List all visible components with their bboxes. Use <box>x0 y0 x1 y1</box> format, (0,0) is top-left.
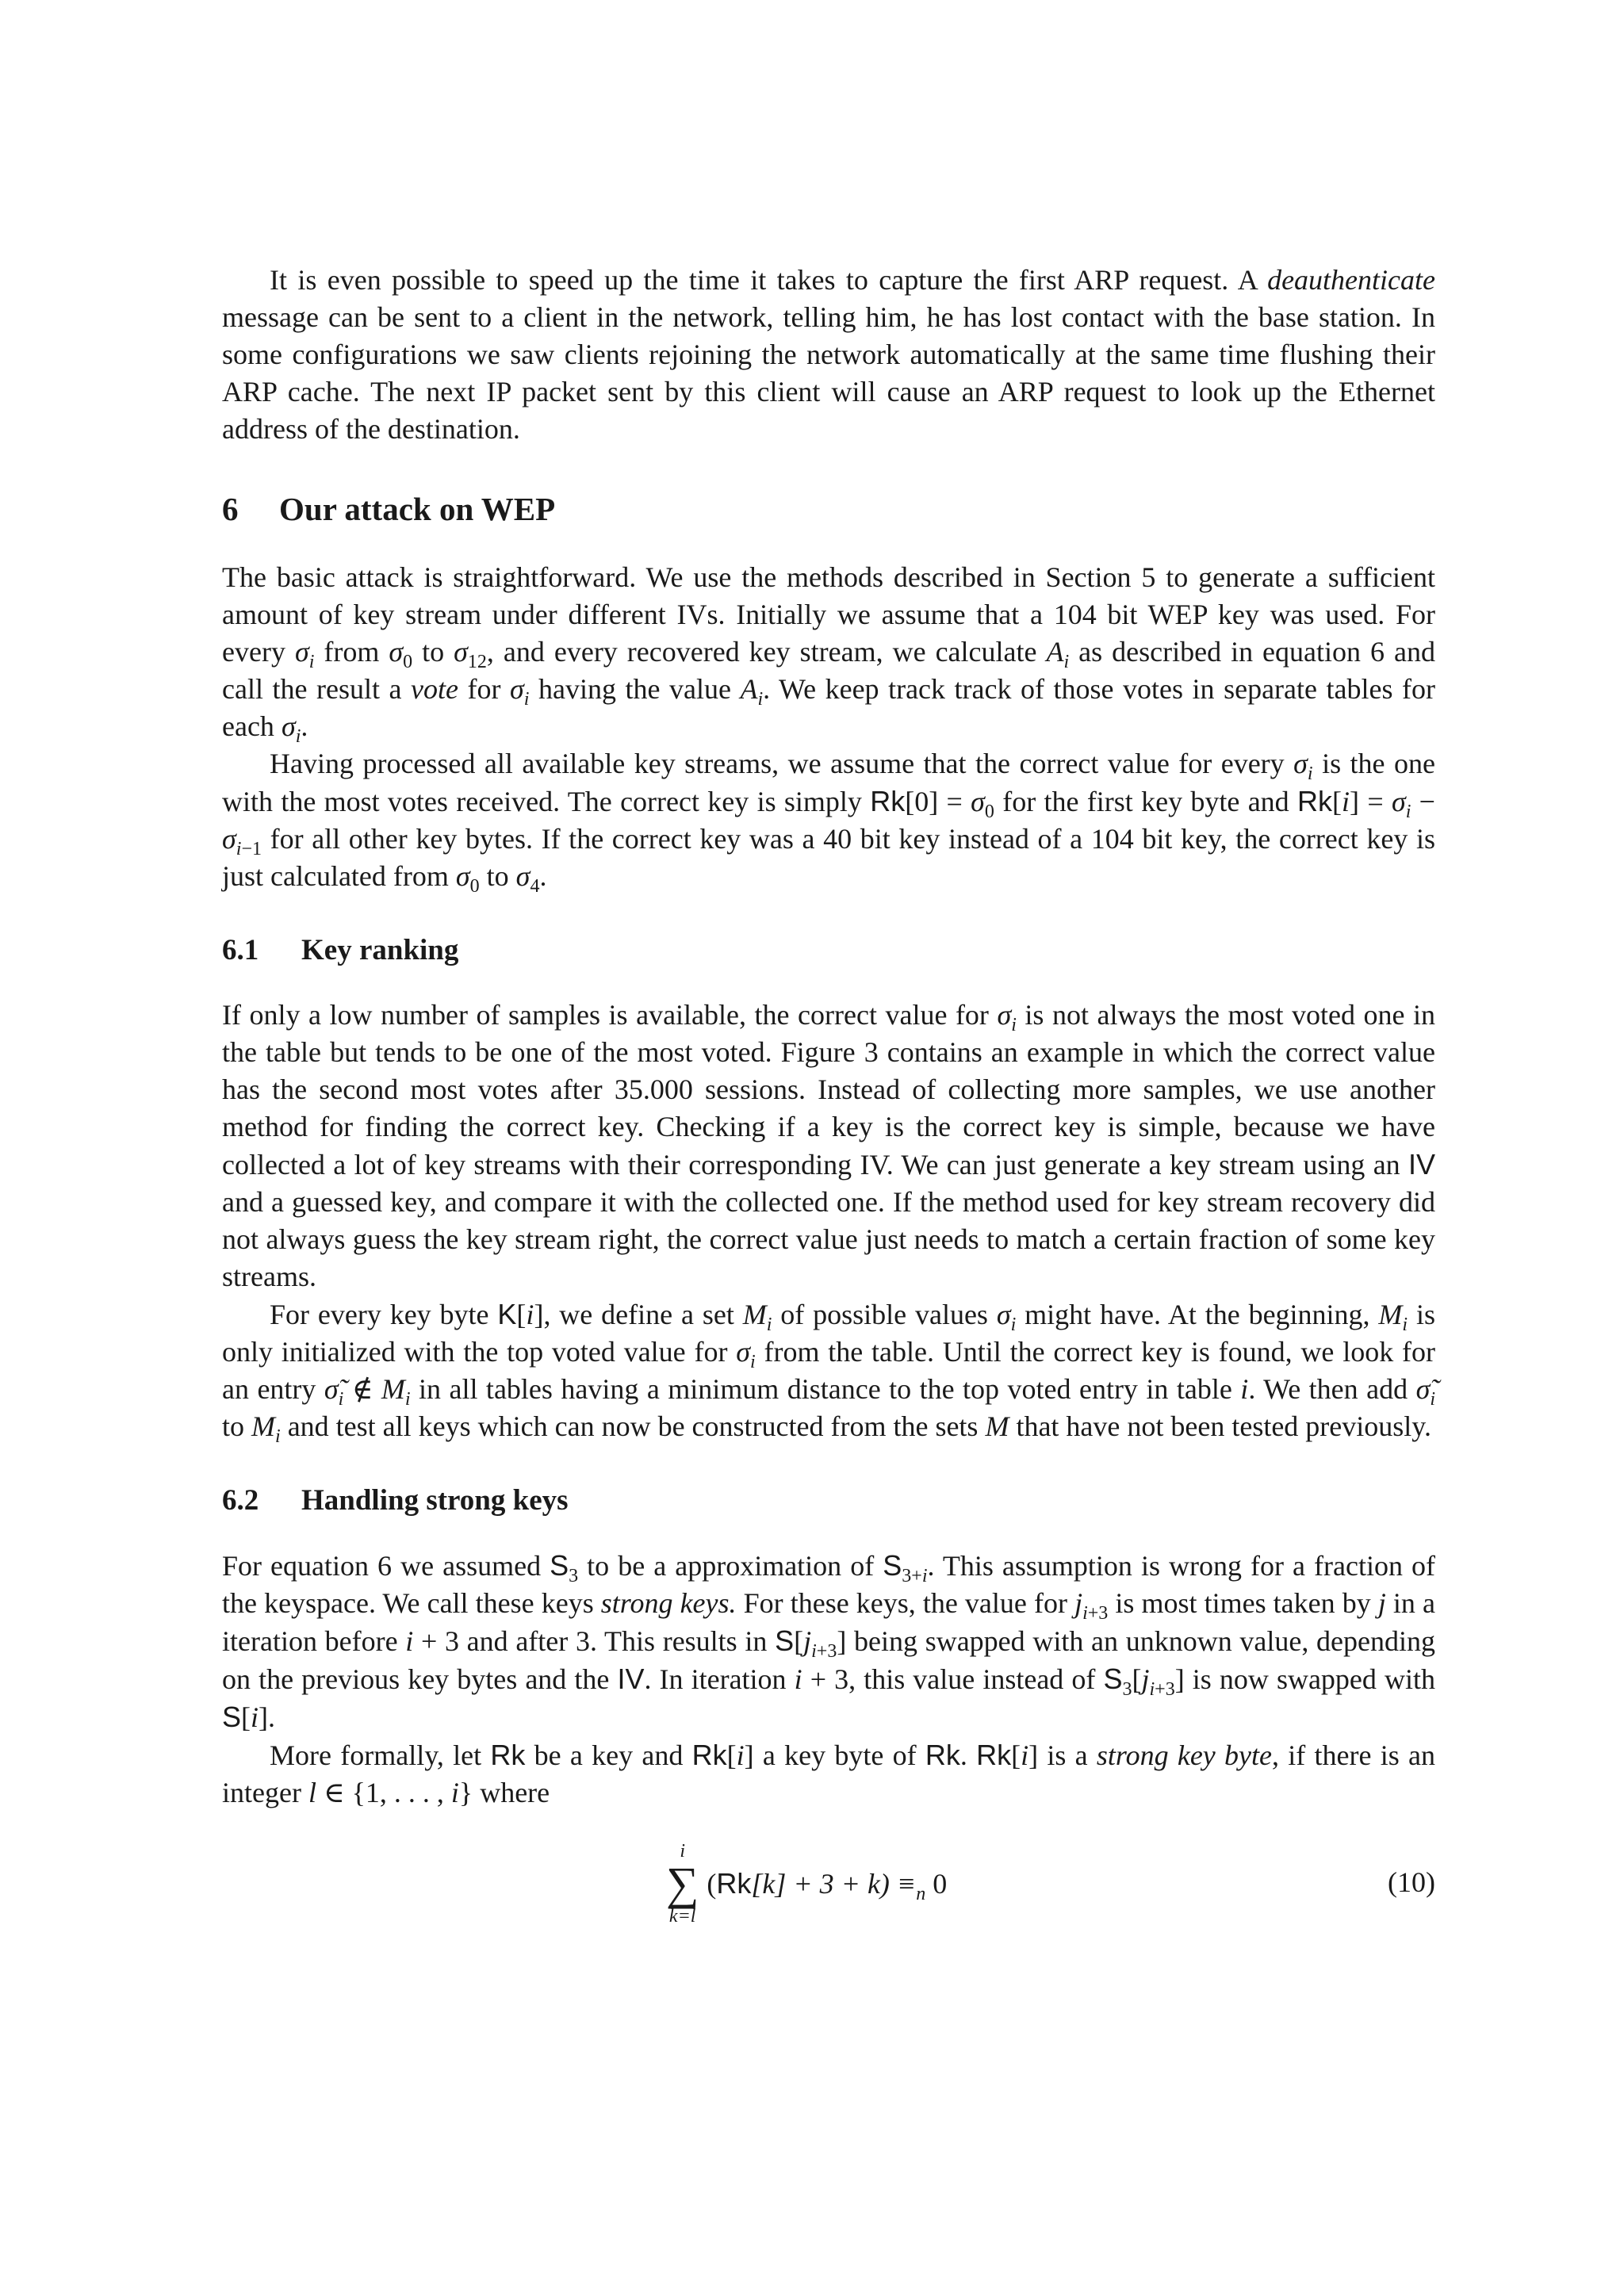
emphasis-strong-key-byte: strong key byte <box>1096 1739 1273 1771</box>
body-text <box>222 262 1435 1927</box>
section-6-1-heading <box>222 932 1435 970</box>
paragraph-key-ranking: If only a low number of samples is available, the correct value for $\sigma_i$ is not always the most voted one in the table but tends to be one of the most voted. Figure 3 contains an example in which the correct value has the second most votes after 35.000 sessions. Instead of collecting more samples, we use another method for finding the correct key. Checking if a key is the correct key is simple, because we have collected a lot of key streams with their corresponding IV. We can just generate a key stream using an IV and a guessed key, and compare it with the collected one. If the method used for key stream recovery did not always guess the key stream right, the correct value just needs to match a certain fraction of some key streams. <box>222 999 1436 1292</box>
paragraph-strong-keys: For equation 6 we assumed $S_3$ to be a approximation of $S_{3+i}$. This assumption is wrong for a fraction of the keyspace. We call these keys strong keys. For these keys, the value for $j_{i+3}$ is most times taken by j in a iteration before i + 3 and after 3. This results in $S[j_{i+3}]$ being swapped with an unknown value, depending on the previous key bytes and the IV. In iteration i + 3, this value instead of $S_3[j_{i+3}]$ is now swapped with S[i]. <box>222 1549 1436 1733</box>
paragraph-formal-definition: More formally, let Rk be a key and Rk[i] a key byte of Rk. Rk[i] is a strong key byte, if there is an integer l ∈ {1, . . . , i} where <box>222 1739 1435 1808</box>
emphasis-strong-keys: strong keys. <box>600 1587 737 1619</box>
emphasis-vote: vote <box>411 673 458 705</box>
section-title: Our attack on WEP <box>279 491 556 527</box>
equation-number: (10) <box>1388 1866 1435 1898</box>
paragraph-basic-attack: The basic attack is straightforward. We use the methods described in Section 5 to generate a sufficient amount of key stream under different IVs. Initially we assume that a 104 bit WEP key was used. For every $\sigma_i$ from $\sigma_0$ to $\sigma_{12}$, and every recovered key stream, we calculate $A_i$ as described in equation 6 and call the result a vote for $\sigma_i$ having the value $A_i$. We keep track track of those votes in separate tables for each $\sigma_i$. <box>222 561 1435 748</box>
paragraph-deauthenticate <box>222 262 1435 448</box>
section-6-2-heading <box>222 1482 1435 1520</box>
section-number: 6.1 <box>222 934 259 966</box>
equation-10 <box>222 1840 1435 1927</box>
section-number: 6 <box>222 491 239 527</box>
section-number: 6.2 <box>222 1484 259 1517</box>
paragraph-correct-key: Having processed all available key streams, we assume that the correct value for every $\sigma_i$ is the one with the most votes received. The correct key is simply $Rk[0] = \sigma_0$ for the first key byte and $Rk[i] = \sigma_i - \sigma_{i-1}$ for all other key bytes. If the correct key was a 40 bit key instead of a 104 bit key, the correct key is just calculated from $\sigma_0$ to $\sigma_4$. <box>222 748 1435 897</box>
equation-body: i ∑ k=l $(Rk[k] + 3 + k) \equiv_n$ 0 <box>666 1841 948 1927</box>
section-title: Key ranking <box>301 934 459 966</box>
summation-symbol: i ∑ k=l <box>666 1841 699 1927</box>
section-title: Handling strong keys <box>301 1484 569 1517</box>
section-6-heading <box>222 489 1435 529</box>
emphasis-deauthenticate: deauthenticate <box>1267 264 1435 296</box>
text-run: It is even possible to speed up the time it takes to capture the first ARP request. A <box>270 264 1268 296</box>
paragraph-key-byte-sets: For every key byte K[i], we define a set $M_i$ of possible values $\sigma_i$ might have. At the beginning, $M_i$ is only initialized with the top voted value for $\sigma_i$ from the table. Until the correct key is found, we look for an entry $\sigmã_i$ ∉ $M_i$ in all tables having a minimum distance to the top voted entry in table i. We then add $\sigmã_i$ to $M_i$ and test all keys which can now be constructed from the sets M that have not been tested previously. <box>222 1298 1435 1448</box>
text-run: message can be sent to a client in the network, telling him, he has lost contact with the base station. In some configurations we saw clients rejoining the network automatically at the same time flushing their ARP cache. The next IP packet sent by this client will cause an ARP request to look up the Ethernet address of the destination. <box>222 301 1435 445</box>
